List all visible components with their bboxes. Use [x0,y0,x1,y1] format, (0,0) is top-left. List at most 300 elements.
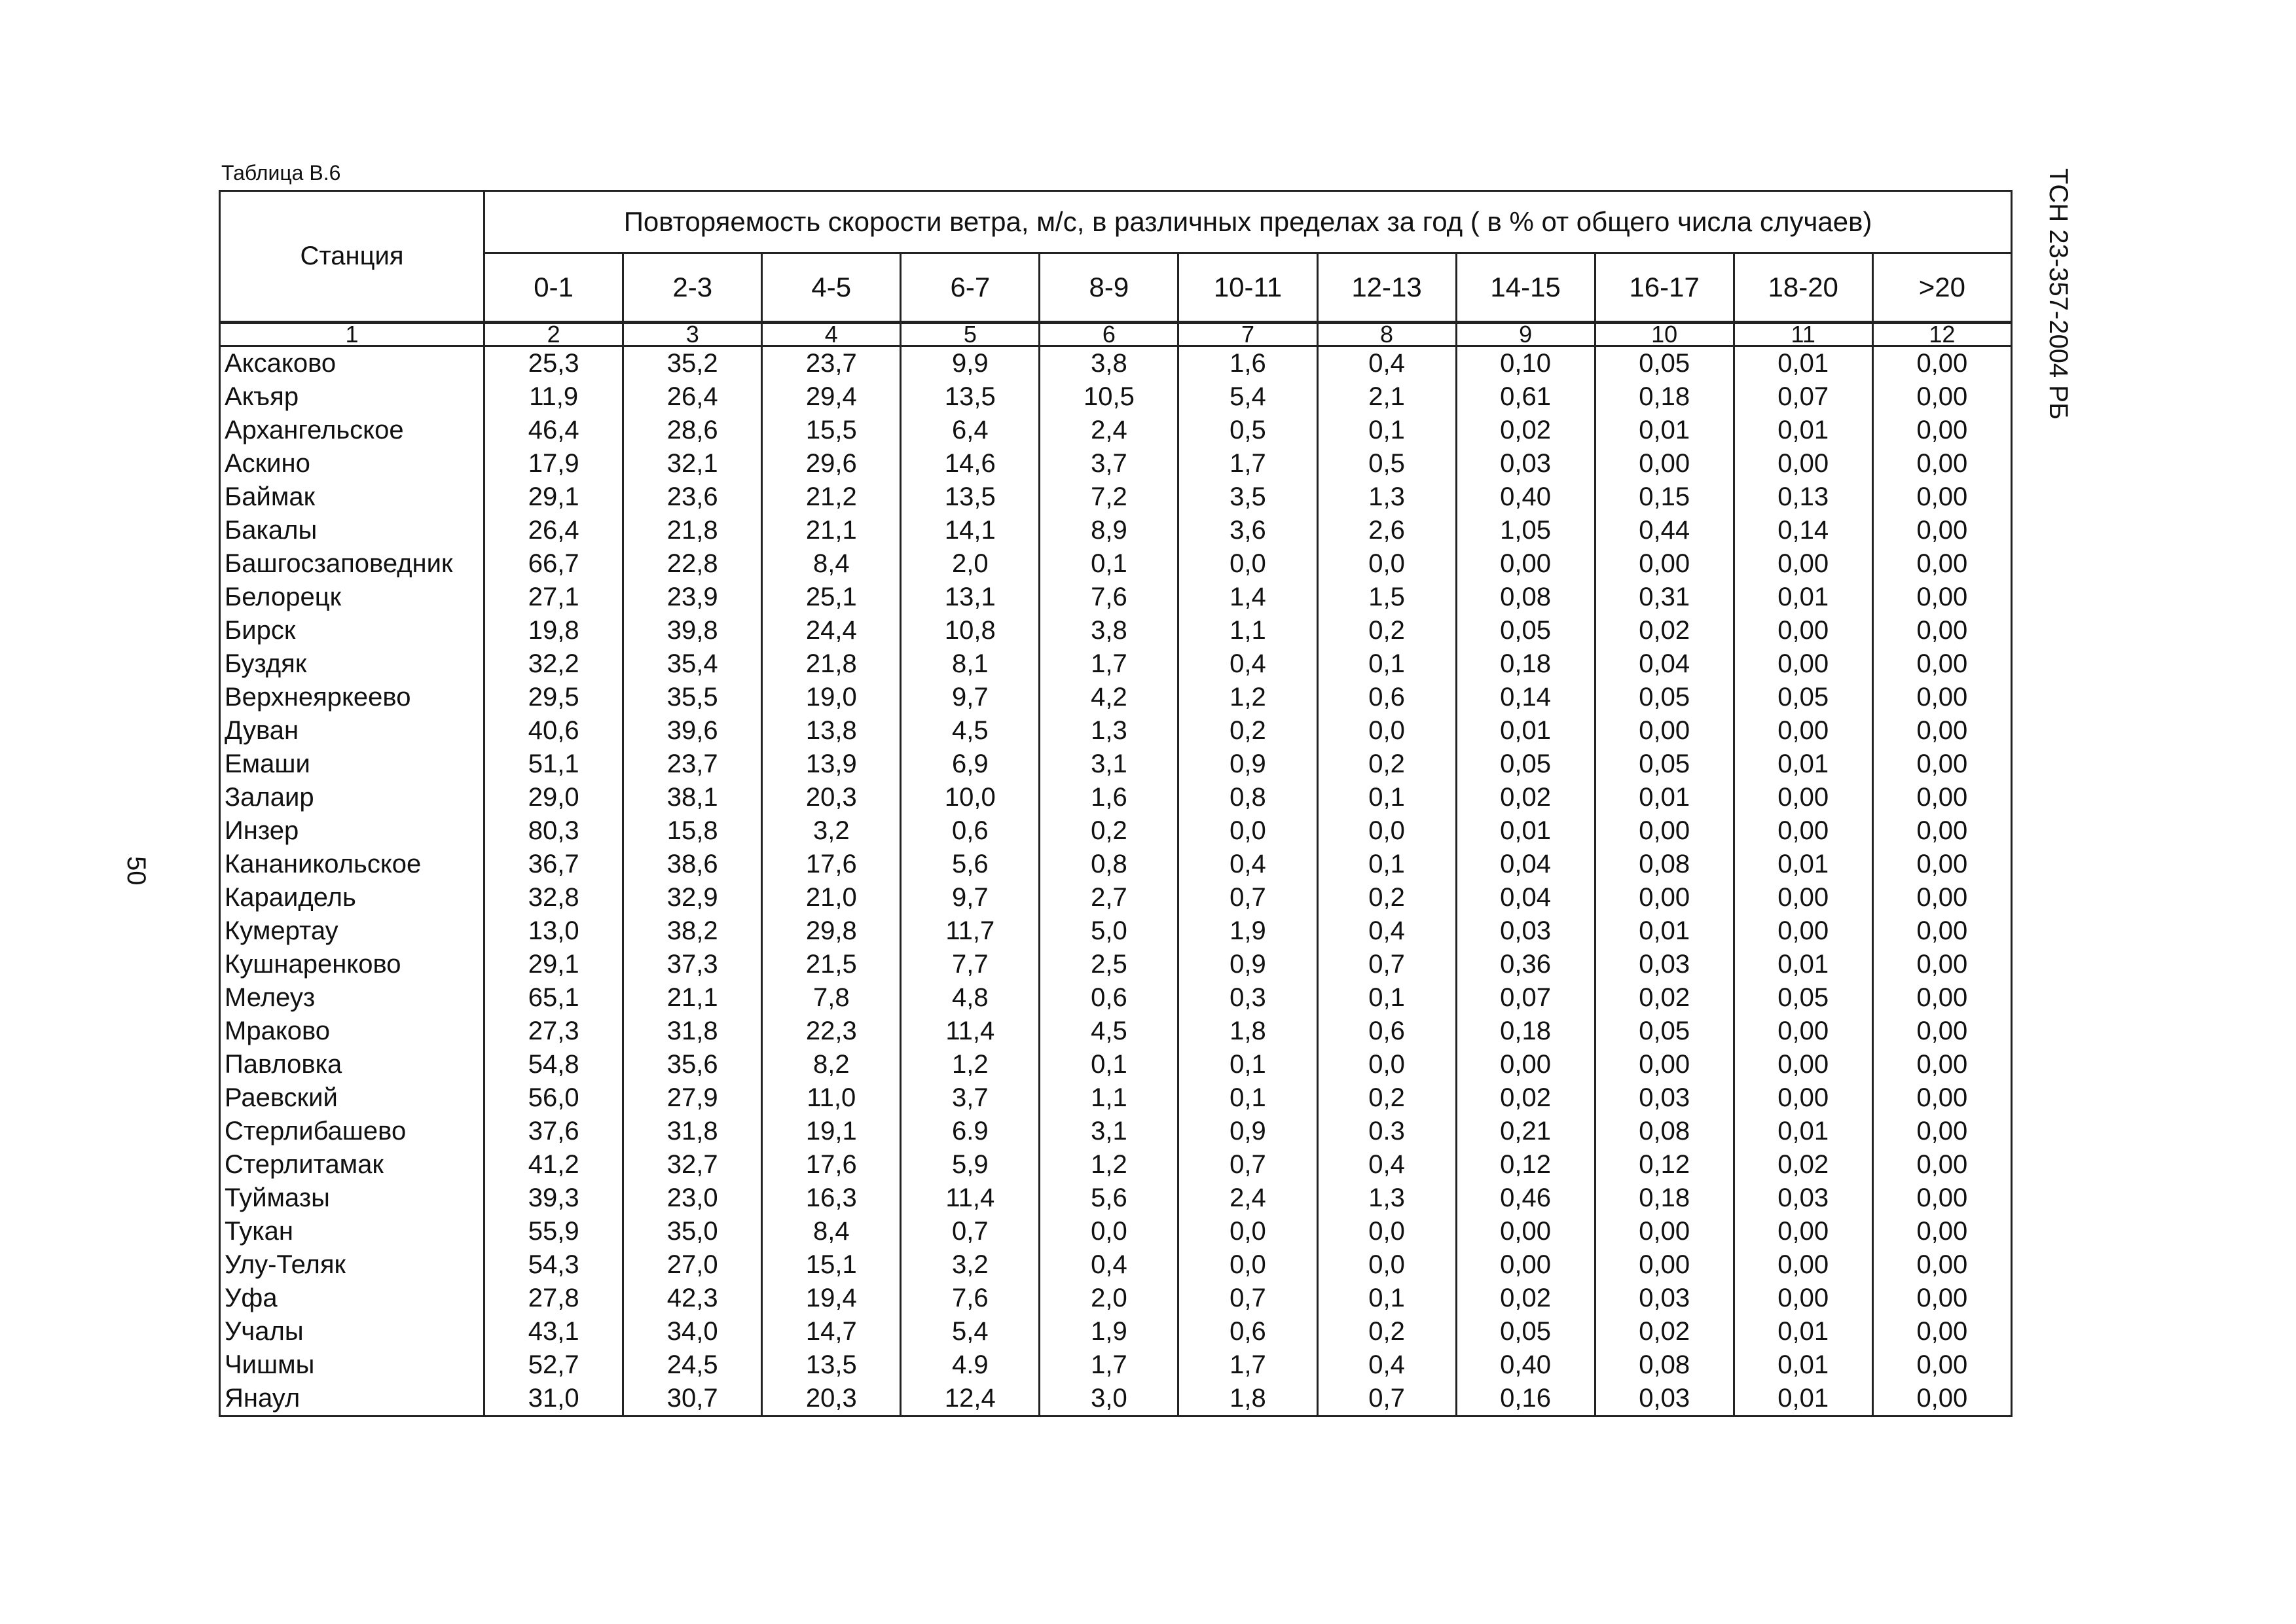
frequency-value-cell: 17,6 [762,848,901,881]
frequency-value-cell: 6,4 [901,414,1040,447]
frequency-value-cell: 0,00 [1872,647,2011,681]
table-row [220,581,2012,614]
frequency-value-cell: 23,7 [762,346,901,381]
frequency-value-cell: 0,00 [1872,1182,2011,1215]
frequency-value-cell: 15,8 [623,814,762,848]
frequency-value-cell: 35,6 [623,1048,762,1081]
frequency-value-cell: 1,4 [1178,581,1317,614]
frequency-value-cell: 2,0 [1040,1282,1178,1315]
frequency-value-cell: 0,07 [1456,981,1595,1015]
table-row [220,714,2012,748]
frequency-value-cell: 0,05 [1734,981,1872,1015]
station-name-cell: Стерлитамак [220,1148,484,1182]
frequency-value-cell: 0,00 [1872,848,2011,881]
frequency-value-cell: 37,3 [623,948,762,981]
frequency-value-cell: 13,5 [901,480,1040,514]
table-row [220,1015,2012,1048]
frequency-value-cell: 32,9 [623,881,762,914]
frequency-value-cell: 0,03 [1734,1182,1872,1215]
frequency-value-cell: 21,0 [762,881,901,914]
frequency-value-cell: 0,00 [1872,414,2011,447]
column-number: 11 [1734,323,1872,346]
frequency-value-cell: 0,4 [1317,346,1456,381]
frequency-value-cell: 0,1 [1317,1282,1456,1315]
frequency-value-cell: 0,00 [1595,1215,1734,1248]
frequency-value-cell: 1,9 [1178,914,1317,948]
frequency-value-cell: 2,6 [1317,514,1456,547]
wind-speed-frequency-table [219,190,2013,1417]
frequency-value-cell: 0,00 [1872,547,2011,581]
frequency-value-cell: 0,2 [1317,748,1456,781]
frequency-value-cell: 0,2 [1178,714,1317,748]
frequency-value-cell: 10,0 [901,781,1040,814]
range-header: 0-1 [484,253,623,323]
frequency-value-cell: 1,1 [1178,614,1317,647]
frequency-value-cell: 0,1 [1317,848,1456,881]
frequency-value-cell: 28,6 [623,414,762,447]
frequency-value-cell: 0,03 [1595,948,1734,981]
frequency-value-cell: 0,05 [1595,748,1734,781]
frequency-value-cell: 12,4 [901,1382,1040,1416]
frequency-value-cell: 0,05 [1734,681,1872,714]
frequency-value-cell: 41,2 [484,1148,623,1182]
frequency-value-cell: 27,0 [623,1248,762,1282]
station-name-cell: Акъяр [220,380,484,414]
frequency-value-cell: 0.3 [1317,1115,1456,1148]
frequency-value-cell: 0,18 [1595,380,1734,414]
frequency-value-cell: 0,18 [1456,647,1595,681]
column-number: 3 [623,323,762,346]
frequency-value-cell: 11,9 [484,380,623,414]
frequency-value-cell: 10,8 [901,614,1040,647]
frequency-value-cell: 0,46 [1456,1182,1595,1215]
frequency-value-cell: 0,01 [1734,1315,1872,1348]
frequency-value-cell: 19,0 [762,681,901,714]
frequency-value-cell: 0,00 [1595,814,1734,848]
frequency-value-cell: 5,6 [1040,1182,1178,1215]
document-code: ТСН 23-357-2004 РБ [2044,168,2073,420]
frequency-value-cell: 0,4 [1317,1348,1456,1382]
frequency-value-cell: 21,8 [762,647,901,681]
frequency-value-cell: 0,0 [1317,1048,1456,1081]
frequency-value-cell: 27,1 [484,581,623,614]
station-name-cell: Буздяк [220,647,484,681]
frequency-value-cell: 6,9 [901,748,1040,781]
frequency-value-cell: 1,6 [1040,781,1178,814]
frequency-value-cell: 0,08 [1456,581,1595,614]
column-number: 9 [1456,323,1595,346]
frequency-value-cell: 8,4 [762,1215,901,1248]
frequency-value-cell: 21,1 [623,981,762,1015]
station-name-cell: Улу-Теляк [220,1248,484,1282]
frequency-value-cell: 0,05 [1456,614,1595,647]
frequency-value-cell: 7,6 [1040,581,1178,614]
frequency-value-cell: 43,1 [484,1315,623,1348]
frequency-value-cell: 0,00 [1872,681,2011,714]
frequency-value-cell: 56,0 [484,1081,623,1115]
frequency-value-cell: 0,7 [1178,1282,1317,1315]
frequency-value-cell: 22,3 [762,1015,901,1048]
frequency-value-cell: 9,7 [901,681,1040,714]
frequency-value-cell: 0,4 [1178,848,1317,881]
frequency-value-cell: 29,6 [762,447,901,480]
station-name-cell: Кананикольское [220,848,484,881]
frequency-value-cell: 0,6 [1178,1315,1317,1348]
frequency-value-cell: 0,0 [1317,714,1456,748]
frequency-value-cell: 25,3 [484,346,623,381]
frequency-value-cell: 14,1 [901,514,1040,547]
frequency-value-cell: 37,6 [484,1115,623,1148]
frequency-value-cell: 31,0 [484,1382,623,1416]
frequency-value-cell: 3,1 [1040,748,1178,781]
frequency-value-cell: 0,7 [901,1215,1040,1248]
frequency-value-cell: 1,7 [1040,647,1178,681]
frequency-value-cell: 0,00 [1872,1081,2011,1115]
station-name-cell: Янаул [220,1382,484,1416]
table-row [220,447,2012,480]
frequency-value-cell: 0,4 [1317,1148,1456,1182]
frequency-value-cell: 3,1 [1040,1115,1178,1148]
frequency-value-cell: 25,1 [762,581,901,614]
station-name-cell: Бакалы [220,514,484,547]
frequency-value-cell: 0,18 [1595,1182,1734,1215]
frequency-value-cell: 0,12 [1456,1148,1595,1182]
frequency-value-cell: 66,7 [484,547,623,581]
column-number: 4 [762,323,901,346]
frequency-value-cell: 21,1 [762,514,901,547]
frequency-value-cell: 0,00 [1734,1081,1872,1115]
frequency-value-cell: 0,00 [1872,881,2011,914]
frequency-value-cell: 0,02 [1595,981,1734,1015]
station-name-cell: Архангельское [220,414,484,447]
frequency-value-cell: 0,1 [1317,781,1456,814]
frequency-value-cell: 0,0 [1178,1215,1317,1248]
frequency-value-cell: 42,3 [623,1282,762,1315]
frequency-value-cell: 0,02 [1456,1282,1595,1315]
frequency-value-cell: 0,08 [1595,1348,1734,1382]
frequency-value-cell: 0,18 [1456,1015,1595,1048]
frequency-value-cell: 20,3 [762,781,901,814]
frequency-value-cell: 0,04 [1456,881,1595,914]
frequency-value-cell: 31,8 [623,1115,762,1148]
frequency-value-cell: 0,1 [1317,647,1456,681]
frequency-value-cell: 31,8 [623,1015,762,1048]
frequency-value-cell: 0,01 [1734,581,1872,614]
frequency-value-cell: 1,7 [1178,1348,1317,1382]
frequency-value-cell: 0,03 [1456,914,1595,948]
frequency-value-cell: 0,00 [1872,1282,2011,1315]
frequency-value-cell: 1,3 [1040,714,1178,748]
range-header: 6-7 [901,253,1040,323]
frequency-value-cell: 11,4 [901,1015,1040,1048]
table-row [220,1348,2012,1382]
frequency-value-cell: 29,0 [484,781,623,814]
frequency-value-cell: 23,7 [623,748,762,781]
frequency-value-cell: 4,5 [1040,1015,1178,1048]
frequency-value-cell: 1,8 [1178,1015,1317,1048]
frequency-value-cell: 0,01 [1734,1348,1872,1382]
table-row [220,1048,2012,1081]
frequency-value-cell: 0,2 [1317,881,1456,914]
frequency-value-cell: 17,6 [762,1148,901,1182]
station-name-cell: Мраково [220,1015,484,1048]
frequency-value-cell: 0,00 [1872,714,2011,748]
frequency-value-cell: 0,00 [1734,447,1872,480]
frequency-value-cell: 0,6 [1317,681,1456,714]
column-number: 10 [1595,323,1734,346]
range-header: 8-9 [1040,253,1178,323]
frequency-value-cell: 30,7 [623,1382,762,1416]
station-name-cell: Чишмы [220,1348,484,1382]
frequency-value-cell: 0,00 [1872,514,2011,547]
column-number: 5 [901,323,1040,346]
frequency-value-cell: 0,4 [1317,914,1456,948]
column-number: 2 [484,323,623,346]
frequency-value-cell: 0,7 [1317,948,1456,981]
frequency-value-cell: 8,4 [762,547,901,581]
frequency-value-cell: 0,00 [1872,1015,2011,1048]
frequency-value-cell: 35,0 [623,1215,762,1248]
frequency-value-cell: 0,16 [1456,1382,1595,1416]
frequency-value-cell: 26,4 [623,380,762,414]
station-name-cell: Баймак [220,480,484,514]
table-row [220,647,2012,681]
frequency-value-cell: 2,0 [901,547,1040,581]
frequency-value-cell: 27,8 [484,1282,623,1315]
frequency-value-cell: 0,0 [1178,1248,1317,1282]
frequency-value-cell: 0,1 [1040,1048,1178,1081]
frequency-value-cell: 0,08 [1595,848,1734,881]
frequency-value-cell: 0,05 [1595,346,1734,381]
range-header: 18-20 [1734,253,1872,323]
frequency-value-cell: 0,00 [1734,1215,1872,1248]
station-name-cell: Кушнаренково [220,948,484,981]
frequency-value-cell: 0,03 [1595,1382,1734,1416]
frequency-value-cell: 0,0 [1317,547,1456,581]
frequency-value-cell: 19,4 [762,1282,901,1315]
station-name-cell: Верхнеяркеево [220,681,484,714]
frequency-value-cell: 15,1 [762,1248,901,1282]
table-row [220,914,2012,948]
frequency-value-cell: 3,6 [1178,514,1317,547]
frequency-value-cell: 29,4 [762,380,901,414]
frequency-value-cell: 0,0 [1317,1215,1456,1248]
frequency-value-cell: 0,01 [1595,414,1734,447]
table-row [220,480,2012,514]
station-name-cell: Белорецк [220,581,484,614]
table-row [220,1081,2012,1115]
frequency-value-cell: 0,02 [1595,1315,1734,1348]
frequency-value-cell: 8,2 [762,1048,901,1081]
column-number: 8 [1317,323,1456,346]
frequency-value-cell: 9,9 [901,346,1040,381]
frequency-value-cell: 16,3 [762,1182,901,1215]
frequency-value-cell: 0,00 [1872,1048,2011,1081]
frequency-value-cell: 0,05 [1595,1015,1734,1048]
frequency-value-cell: 0,14 [1456,681,1595,714]
frequency-value-cell: 0,9 [1178,1115,1317,1148]
frequency-value-cell: 13,9 [762,748,901,781]
frequency-value-cell: 3,2 [901,1248,1040,1282]
frequency-value-cell: 23,0 [623,1182,762,1215]
table-row [220,514,2012,547]
frequency-value-cell: 0,04 [1595,647,1734,681]
station-name-cell: Емаши [220,748,484,781]
station-name-cell: Стерлибашево [220,1115,484,1148]
table-row [220,414,2012,447]
frequency-value-cell: 1,05 [1456,514,1595,547]
frequency-value-cell: 0,0 [1317,1248,1456,1282]
frequency-value-cell: 0,05 [1456,748,1595,781]
frequency-value-cell: 0,1 [1178,1048,1317,1081]
frequency-value-cell: 0,6 [1040,981,1178,1015]
column-number: 7 [1178,323,1317,346]
frequency-value-cell: 27,3 [484,1015,623,1048]
frequency-value-cell: 35,2 [623,346,762,381]
table-row [220,814,2012,848]
frequency-value-cell: 4,5 [901,714,1040,748]
frequency-value-cell: 0,00 [1872,480,2011,514]
frequency-value-cell: 0,00 [1872,1348,2011,1382]
frequency-value-cell: 11,0 [762,1081,901,1115]
frequency-value-cell: 34,0 [623,1315,762,1348]
station-name-cell: Башгосзаповедник [220,547,484,581]
frequency-value-cell: 0,14 [1734,514,1872,547]
station-name-cell: Дуван [220,714,484,748]
frequency-value-cell: 7,6 [901,1282,1040,1315]
table-row [220,1382,2012,1416]
frequency-value-cell: 0,8 [1040,848,1178,881]
column-number: 6 [1040,323,1178,346]
frequency-value-cell: 13,8 [762,714,901,748]
table-row [220,346,2012,381]
frequency-value-cell: 46,4 [484,414,623,447]
frequency-value-cell: 0,2 [1317,614,1456,647]
frequency-value-cell: 17,9 [484,447,623,480]
frequency-value-cell: 0,03 [1595,1081,1734,1115]
frequency-value-cell: 1,2 [1040,1148,1178,1182]
station-name-cell: Залаир [220,781,484,814]
frequency-value-cell: 0,00 [1872,447,2011,480]
frequency-value-cell: 39,3 [484,1182,623,1215]
frequency-value-cell: 4,2 [1040,681,1178,714]
frequency-value-cell: 2,7 [1040,881,1178,914]
frequency-value-cell: 1,1 [1040,1081,1178,1115]
frequency-value-cell: 3,7 [1040,447,1178,480]
frequency-value-cell: 14,7 [762,1315,901,1348]
frequency-value-cell: 1,9 [1040,1315,1178,1348]
frequency-value-cell: 0,8 [1178,781,1317,814]
frequency-value-cell: 1,7 [1040,1348,1178,1382]
frequency-value-cell: 0,00 [1872,748,2011,781]
table-row [220,380,2012,414]
frequency-value-cell: 0,01 [1734,1382,1872,1416]
frequency-value-cell: 0,00 [1734,1048,1872,1081]
frequency-value-cell: 1,2 [1178,681,1317,714]
frequency-value-cell: 4.9 [901,1348,1040,1382]
range-header: 2-3 [623,253,762,323]
frequency-value-cell: 0,21 [1456,1115,1595,1148]
frequency-value-cell: 0,00 [1595,714,1734,748]
table-row [220,1148,2012,1182]
frequency-value-cell: 3,0 [1040,1382,1178,1416]
frequency-value-cell: 0,00 [1872,614,2011,647]
frequency-value-cell: 3,8 [1040,346,1178,381]
frequency-value-cell: 0,5 [1317,447,1456,480]
frequency-value-cell: 0,00 [1595,1248,1734,1282]
frequency-value-cell: 10,5 [1040,380,1178,414]
frequency-value-cell: 0,00 [1872,914,2011,948]
frequency-value-cell: 9,7 [901,881,1040,914]
frequency-value-cell: 0,00 [1734,614,1872,647]
frequency-value-cell: 0,1 [1317,414,1456,447]
frequency-value-cell: 55,9 [484,1215,623,1248]
frequency-value-cell: 0,9 [1178,948,1317,981]
frequency-value-cell: 39,8 [623,614,762,647]
frequency-value-cell: 0,02 [1456,1081,1595,1115]
frequency-value-cell: 38,6 [623,848,762,881]
range-header: 4-5 [762,253,901,323]
frequency-value-cell: 0,0 [1040,1215,1178,1248]
frequency-value-cell: 0,01 [1456,814,1595,848]
frequency-value-cell: 0,00 [1734,647,1872,681]
frequency-value-cell: 32,8 [484,881,623,914]
frequency-value-cell: 7,2 [1040,480,1178,514]
frequency-value-cell: 5,0 [1040,914,1178,948]
frequency-value-cell: 0,6 [901,814,1040,848]
frequency-value-cell: 0,7 [1317,1382,1456,1416]
frequency-value-cell: 0,01 [1595,781,1734,814]
frequency-value-cell: 0,00 [1595,881,1734,914]
frequency-value-cell: 0,15 [1595,480,1734,514]
frequency-value-cell: 0,00 [1456,547,1595,581]
frequency-value-cell: 6.9 [901,1115,1040,1148]
frequency-value-cell: 0,00 [1872,1248,2011,1282]
frequency-value-cell: 0,31 [1595,581,1734,614]
frequency-value-cell: 0,01 [1595,914,1734,948]
frequency-value-cell: 29,1 [484,480,623,514]
frequency-value-cell: 0,1 [1317,981,1456,1015]
frequency-value-cell: 26,4 [484,514,623,547]
frequency-value-cell: 1,6 [1178,346,1317,381]
table-row [220,881,2012,914]
frequency-value-cell: 3,8 [1040,614,1178,647]
frequency-value-cell: 0,40 [1456,480,1595,514]
table-row [220,614,2012,647]
frequency-value-cell: 0,1 [1178,1081,1317,1115]
frequency-value-cell: 14,6 [901,447,1040,480]
frequency-value-cell: 51,1 [484,748,623,781]
frequency-value-cell: 0,03 [1595,1282,1734,1315]
station-name-cell: Бирск [220,614,484,647]
frequency-value-cell: 1,2 [901,1048,1040,1081]
frequency-value-cell: 15,5 [762,414,901,447]
frequency-value-cell: 0,0 [1178,814,1317,848]
frequency-value-cell: 0,36 [1456,948,1595,981]
frequency-value-cell: 0,1 [1040,547,1178,581]
frequency-value-cell: 5,6 [901,848,1040,881]
frequency-value-cell: 0,02 [1456,781,1595,814]
frequency-value-cell: 0,2 [1040,814,1178,848]
range-header: 12-13 [1317,253,1456,323]
frequency-value-cell: 19,8 [484,614,623,647]
frequency-value-cell: 0,10 [1456,346,1595,381]
frequency-value-cell: 0,02 [1456,414,1595,447]
range-header: 14-15 [1456,253,1595,323]
frequency-value-cell: 2,4 [1178,1182,1317,1215]
range-header: 10-11 [1178,253,1317,323]
table-row [220,681,2012,714]
